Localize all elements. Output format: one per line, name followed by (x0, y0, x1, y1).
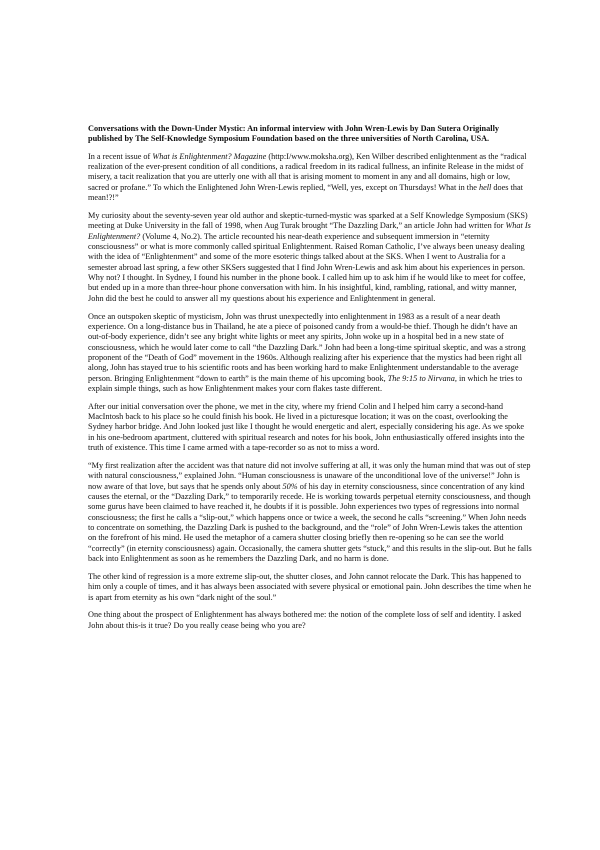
article-title: Conversations with the Down-Under Mystic: An informal interview with John Wren-Lewis by Dan Sutera Originally published by The Self-Knowledge Symposium Foundation based on the three universities of North Carolina, USA. (88, 124, 499, 144)
italic-text-run: The 9:15 to Nirvana, (387, 373, 457, 383)
text-run: does that mean!?!” (88, 182, 523, 203)
paragraph-2 (88, 211, 532, 304)
paragraph-5 (88, 461, 532, 564)
text-run: After our initial conversation over the phone, we met in the city, where my friend Colin and I helped him carry a second-hand MacIntosh back to his place so he could finish his book. He lived in a picturesque location; it was on the coast, overlooking the Sydney harbor bridge. And John looked just like I thought he would energetic and alert, especially considering his age. As we spoke in his one-bedroom apartment, cluttered with spiritual research and notes for his book, John enthusiastically offered insights into the truth of existence. This time I came armed with a tape-recorder so as not to miss a word. (88, 401, 525, 453)
document-page (88, 124, 532, 639)
paragraph-3 (88, 312, 532, 395)
paragraph-1 (88, 152, 532, 204)
text-run: (http:I/www.moksha.org), Ken Wilber described enlightenment as the “radical realization of the ever-present condition of all conditions, a radical freedom in its radical fullness, an infinite Release in the midst of misery, a tacit realization that you are utterly one with all that is arising moment to moment in any and all domains, high or low, sacred or profane.” To which the Enlightened John Wren-Lewis replied, “Well, yes, except on Thursdays! What in the (88, 151, 527, 192)
text-run: in which he tries to explain simple things, such as how Enlightenment makes your corn flakes taste different. (88, 373, 523, 393)
text-run: Once an outspoken skeptic of mysticism, John was thrust unexpectedly into enlightenment in 1983 as a result of a near death experience. On a long-distance bus in Thailand, he ate a piece of poisoned candy from a would-be thief. Though he didn’t have an out-of-body experience, didn’t see any bright white lights or meet any spirits, John woke up in a hospital bed in a new state of consciousness, which he would later come to call “the Dazzling Dark.” John had been a long-time spiritual skeptic, and was a strong proponent of the “Death of God” movement in the 1960s. Although realizing after his experience that the mystics had been right all along, John has stayed true to his scientific roots and has been working hard to make Enlightenment understandable to the average person. Bringing Enlightenment “down to earth” is the main theme of his upcoming book, (88, 311, 526, 383)
paragraph-7 (88, 610, 532, 631)
text-run: My curiosity about the seventy-seven year old author and skeptic-turned-mystic was sparked at a Self Knowledge Symposium (SKS) meeting at Duke University in the fall of 1998, when Aug Turak brought “The Dazzling Dark,” an article John had written for (88, 210, 528, 231)
text-run: One thing about the prospect of Enlightenment has always bothered me: the notion of the complete loss of self and identity. I asked John about this-is it true? Do you really cease being who you are? (88, 610, 522, 630)
text-run: “My first realization after the accident was that nature did not involve suffering at all, it was only the human mind that was out of step with natural consciousness,” explained John. “Human consciousness is unaware of the unconditional love of the universe!” John is now aware of that love, but says that he spends only about (88, 460, 531, 491)
paragraph-6 (88, 572, 532, 603)
text-run: (Volume 4, No.2). The article recounted his near-death experience and subsequent immersion in “eternity consciousness” or what is more commonly called spiritual Enlightenment. Raised Roman Catholic, I’ve always been uneasy dealing with the idea of “Enlightenment” and some of the more esoteric things talked about at the SKS. When I went to Australia for a semester abroad last spring, a few other SKSers suggested that I find John Wren-Lewis and ask him about his experiences in person. Why not? I thought. In Sydney, I found his number in the phone book. I called him up to ask him if he would like to meet for coffee, but ended up in a more than three-hour phone conversation with him. In his insightful, kind, rambling, rational, and witty manner, John did the best he could to answer all my questions about his experience and Enlightenment in general. (88, 231, 526, 303)
text-run: of his day in eternity consciousness, since concentration of any kind causes the eternal, or the “Dazzling Dark,” to temporarily recede. He is working towards perpetual eternity consciousness, and though some gurus have been claimed to have reached it, he doubts if it is possible. John experiences two types of regressions into normal consciousness; the first he calls a “slip-out,” which happens once or twice a week, the second he calls “screening.” When John needs to concentrate on something, the Dazzling Dark is pushed to the background, and the “role” of John Wren-Lewis takes the attention on the forefront of his mind. He used the metaphor of a camera shutter closing briefly then re-opening so he can see the world “correctly” (in eternity consciousness) again. Occasionally, the camera shutter gets “stuck,” and this results in the slip-out. But he falls back into Enlightenment as soon as he remembers the Dazzling Dark, and no harm is done. (88, 481, 532, 564)
italic-text-run: 50% (282, 481, 298, 491)
paragraph-4 (88, 402, 532, 454)
text-run: The other kind of regression is a more extreme slip-out, the shutter closes, and John cannot relocate the Dark. This has happened to him only a couple of times, and it has always been associated with severe physical or emotional pain. John describes the time when he is apart from eternity as his own “dark night of the soul.” (88, 571, 532, 602)
italic-text-run: What is Enlightenment? Magazine (152, 151, 267, 161)
italic-text-run: hell (478, 182, 492, 192)
italic-text-run: What Is Enlightenment? (88, 221, 531, 241)
text-run: In a recent issue of (88, 151, 153, 161)
